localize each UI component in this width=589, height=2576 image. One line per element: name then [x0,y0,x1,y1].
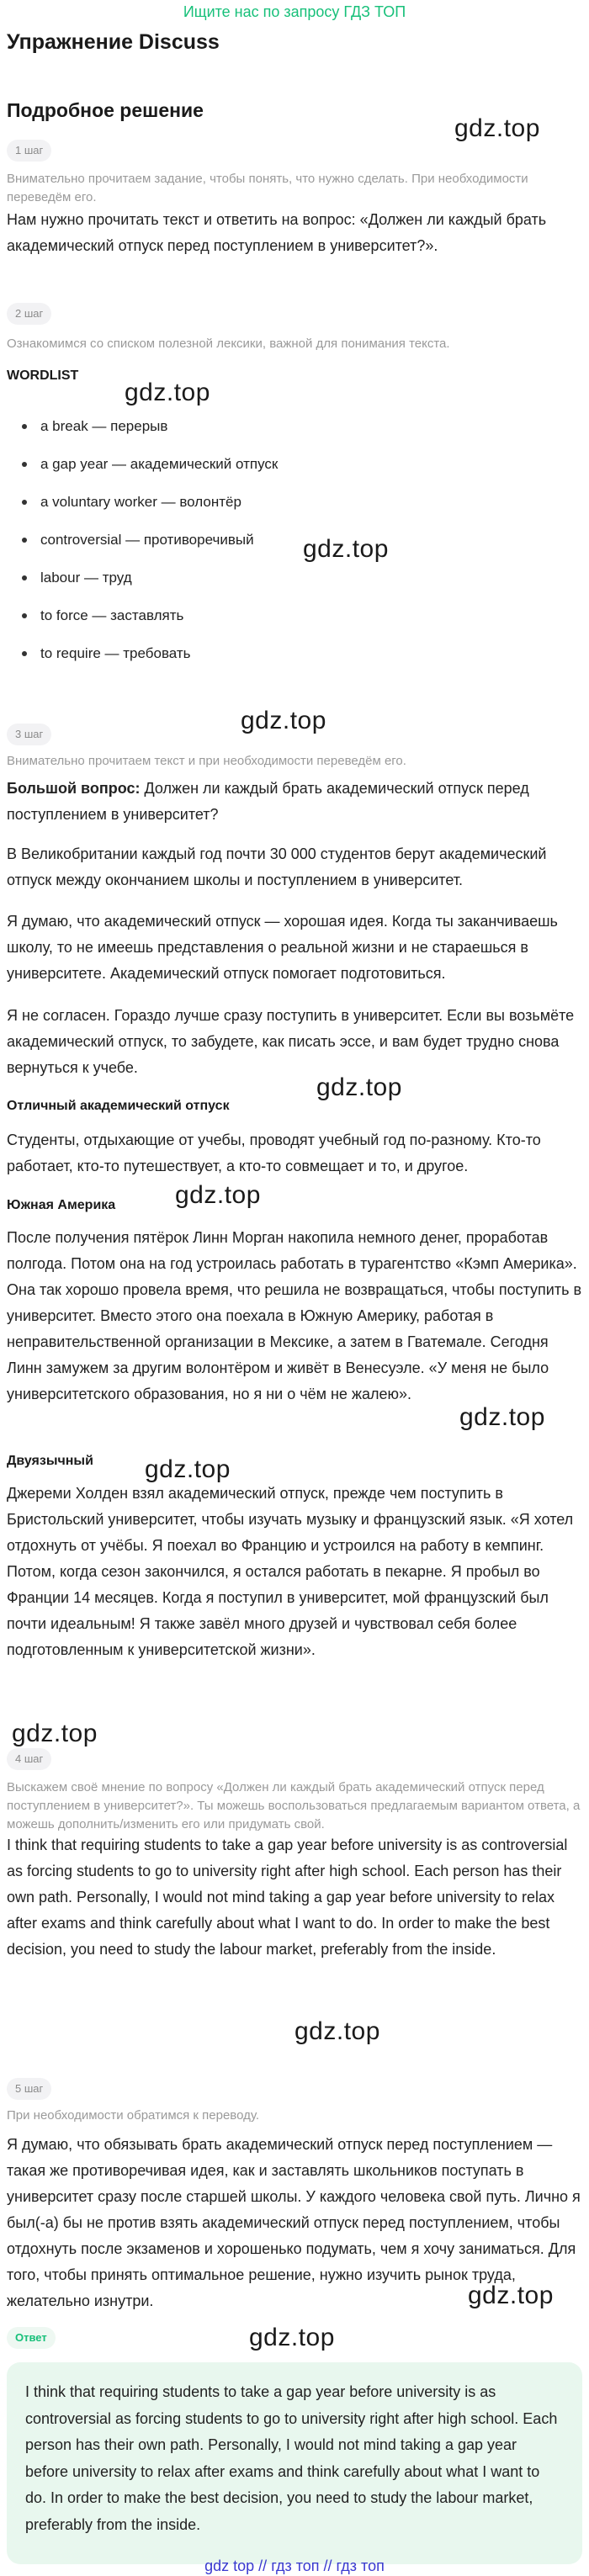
watermark: gdz.top [454,114,540,142]
bullet-icon [22,613,27,618]
wordlist-item: a voluntary worker — волонтёр [7,483,582,521]
subheading-bilingual: Двуязычный [7,1454,93,1468]
subheading-south-america: Южная Америка [7,1198,116,1212]
step-3-paragraph-3: Я не согласен. Гораздо лучше сразу поступить в университет. Если вы возьмёте академический отпуск, то забудете, как писать эссе, и вам будет трудно снова вернуться к учебе. [7,1007,575,1076]
step-3-paragraph-4: Студенты, отдыхающие от учебы, проводят учебный год по-разному. Кто-то работает, кто-то путешествует, а кто-то совмещает и то, и другое. [7,1132,541,1174]
watermark: gdz.top [294,2017,380,2045]
big-question-text: Должен ли каждый брать академический отпуск перед поступлением в университет? [7,780,529,823]
section-title: Подробное решение [7,99,204,121]
wordlist-item: a break — перерыв [7,407,582,445]
wordlist-title: WORDLIST [7,368,79,383]
step-4-hint: Выскажем своё мнение по вопросу «Должен ли каждый брать академический отпуск перед поступлением в университет?». Ты можешь воспользоваться предлагаемым вариантом ответа, а можешь дополнить/изменить его или придумать свой. [7,1780,581,1831]
wordlist-item: to require — требовать [7,634,582,672]
wordlist-item: a gap year — академический отпуск [7,445,582,483]
bullet-icon [22,462,27,467]
watermark: gdz.top [241,707,326,734]
step-3-paragraph-6: Джереми Холден взял академический отпуск, прежде чем поступить в Бристольский университет, чтобы изучать музыку и французский язык. «Я хотел отдохнуть от учёбы. Я поехал во Францию и устроился на работу в кемпинг. Потом, когда сезон закончился, я остался работать в пекарне. Я пробыл во Франции 14 месяцев. Когда я поступил в университет, мой французский был почти идеальным! Я также завёл много друзей и чувствовал себя более подготовленным к университетской жизни». [7,1485,574,1658]
step-3-paragraph-5: После получения пятёрок Линн Морган накопила немного денег, проработав полгода. Потом она на год устроилась работать в турагентство «Кэмп Америка». Она так хорошо провела время, что решила не возвращаться, чтобы поступить в университет. Вместо этого она поехала в Южную Америку, работая в неправительственной организации в Мексике, а затем в Гватемале. Сегодня Линн замужем за другим волонтёром и живёт в Венесуэле. «У меня не было университетского образования, но я ни о чём не жалею». [7,1229,582,1402]
watermark: gdz.top [303,535,389,563]
step-badge-1: 1 шаг [7,140,51,162]
bullet-icon [22,500,27,505]
big-question-label: Большой вопрос: [7,780,141,797]
step-badge-2: 2 шаг [7,303,51,325]
top-search-link[interactable]: Ищите нас по запросу ГДЗ ТОП [183,3,406,20]
answer-label: Ответ [7,2327,56,2349]
step-5-hint: При необходимости обратимся к переводу. [7,2108,260,2123]
footer-separator: // [319,2557,337,2574]
watermark: gdz.top [468,2282,554,2309]
answer-box: I think that requiring students to take a gap year before university is as controversial as forcing students to go to university right after high school. Each person has their own path. Personally, I would not mind taking a gap year before university to relax after exams and think carefully about what I want to do. In order to make the best decision, you need to study the labour market, preferably from the inside. [7,2362,582,2564]
step-3-paragraph-1: В Великобритании каждый год почти 30 000 студентов берут академический отпуск между окончанием школы и поступлением в университет. [7,845,547,888]
watermark: gdz.top [459,1403,545,1431]
step-1-text: Нам нужно прочитать текст и ответить на вопрос: «Должен ли каждый брать академический отпуск перед поступлением в университет?». [7,211,547,254]
footer-link-gdz-top-ru-2[interactable]: гдз топ [336,2557,385,2574]
watermark: gdz.top [316,1073,402,1101]
step-3-paragraph-2: Я думаю, что академический отпуск — хорошая идея. Когда ты заканчиваешь школу, то не имеешь представления о реальной жизни и не стараешься в университете. Академический отпуск помогает подготовиться. [7,913,558,982]
watermark: gdz.top [249,2324,335,2351]
step-5-text: Я думаю, что обязывать брать академический отпуск перед поступлением — такая же противоречивая идея, как и заставлять школьников поступать в университет сразу после старшей школы. У каждого человека свой путь. Лично я был(-а) бы не против взять академический отпуск перед поступлением, чтобы отдохнуть после экзаменов и хорошенько подумать, чем я хочу заниматься. Для того, чтобы принять оптимальное решение, нужно изучить рынок труда, желательно изнутри. [7,2136,581,2309]
subheading-gap-year: Отличный академический отпуск [7,1099,230,1113]
watermark: gdz.top [125,379,210,406]
step-2-hint: Ознакомимся со списком полезной лексики, важной для понимания текста. [7,337,450,351]
wordlist-item: to force — заставлять [7,596,582,634]
bullet-icon [22,424,27,429]
bullet-icon [22,575,27,580]
wordlist [7,407,582,672]
watermark: gdz.top [175,1181,261,1209]
step-badge-4: 4 шаг [7,1748,51,1770]
bullet-icon [22,538,27,543]
step-badge-3: 3 шаг [7,724,51,745]
wordlist-item: labour — труд [7,559,582,596]
step-badge-5: 5 шаг [7,2078,51,2100]
footer-links [0,2557,589,2575]
footer-separator: // [254,2557,272,2574]
step-1-hint: Внимательно прочитаем задание, чтобы понять, что нужно сделать. При необходимости переведём его. [7,172,528,204]
page-title: Упражнение Discuss [7,30,220,54]
bullet-icon [22,651,27,656]
footer-link-gdz-top-ru[interactable]: гдз топ [271,2557,320,2574]
big-question [7,776,582,828]
step-3-hint: Внимательно прочитаем текст и при необходимости переведём его. [7,754,406,768]
watermark: gdz.top [145,1455,231,1483]
step-4-text: I think that requiring students to take a gap year before university is as controversial as forcing students to go to university right after high school. Each person has their own path. Personally, I would not mind taking a gap year before university to relax after exams and think carefully about what I want to do. In order to make the best decision, you need to study the labour market, preferably from the inside. [7,1837,568,1958]
watermark: gdz.top [12,1720,98,1747]
footer-link-gdz-top[interactable]: gdz top [204,2557,255,2574]
wordlist-item: controversial — противоречивый [7,521,582,559]
